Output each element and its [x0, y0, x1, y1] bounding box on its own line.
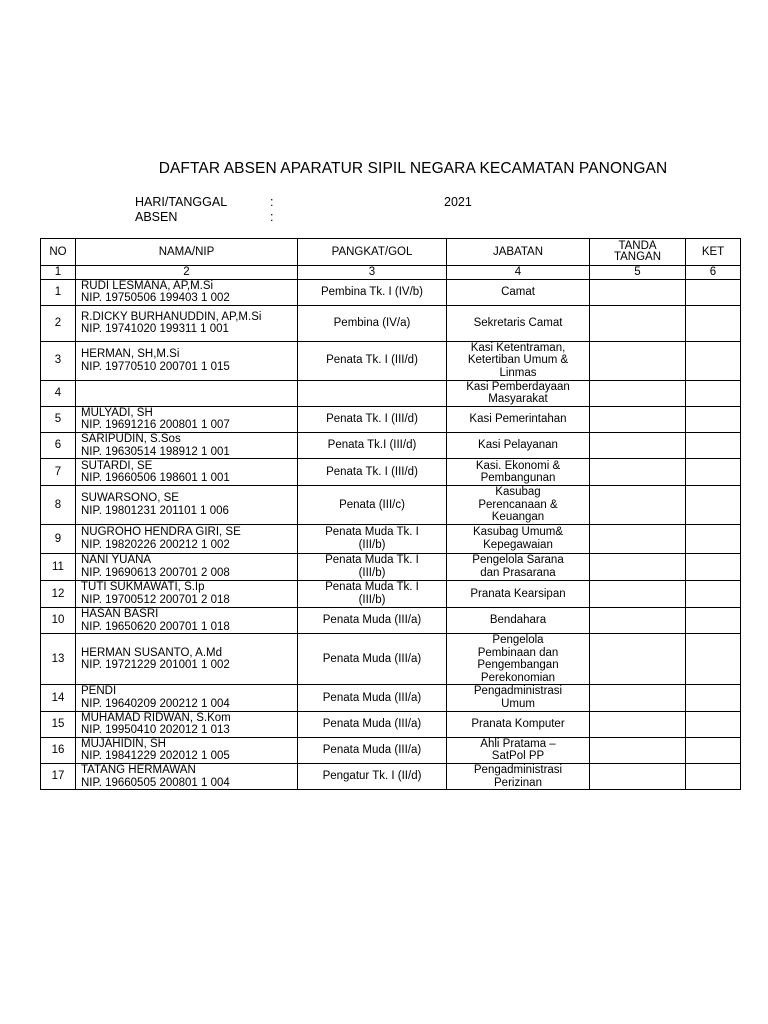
- signature-cell[interactable]: [590, 553, 686, 580]
- row-rank: [298, 380, 447, 406]
- meta-colon: :: [270, 195, 274, 209]
- row-position: Pranata Kearsipan: [447, 580, 590, 607]
- row-rank: Penata Muda Tk. I (III/b): [298, 580, 447, 607]
- row-no: 10: [41, 607, 76, 633]
- row-position: Pranata Komputer: [447, 711, 590, 737]
- table-body: [41, 279, 741, 790]
- employee-nip: NIP. 19660505 200801 1 004: [81, 776, 230, 789]
- row-name-nip: [76, 580, 298, 607]
- row-name-nip: [76, 607, 298, 633]
- row-no: 15: [41, 711, 76, 737]
- row-no: 13: [41, 634, 76, 685]
- remarks-cell[interactable]: [686, 459, 741, 486]
- row-name-nip: [76, 486, 298, 525]
- row-position: Pengadministrasi Umum: [447, 685, 590, 711]
- row-no: 4: [41, 380, 76, 406]
- row-name-nip: [76, 685, 298, 711]
- employee-name: MUJAHIDIN, SH: [81, 737, 166, 750]
- row-rank: Pengatur Tk. I (II/d): [298, 764, 447, 790]
- employee-nip: NIP. 19741020 199311 1 001: [81, 323, 229, 336]
- table-row: [41, 380, 741, 406]
- row-no: 6: [41, 432, 76, 458]
- remarks-cell[interactable]: [686, 634, 741, 685]
- row-position: Kasi Ketentraman, Ketertiban Umum & Linmas: [447, 341, 590, 380]
- employee-nip: NIP. 19770510 200701 1 015: [81, 360, 230, 373]
- employee-nip: NIP. 19801231 201101 1 006: [81, 505, 229, 518]
- meta-value: 2021: [444, 195, 472, 209]
- table-row: [41, 685, 741, 711]
- row-no: 9: [41, 524, 76, 553]
- row-position: Sekretaris Camat: [447, 305, 590, 341]
- signature-cell[interactable]: [590, 432, 686, 458]
- row-no: 2: [41, 305, 76, 341]
- table-row: [41, 607, 741, 633]
- remarks-cell[interactable]: [686, 580, 741, 607]
- row-no: 5: [41, 406, 76, 432]
- table-row: [41, 764, 741, 790]
- employee-name: SUWARSONO, SE: [81, 492, 179, 505]
- signature-cell[interactable]: [590, 634, 686, 685]
- remarks-cell[interactable]: [686, 341, 741, 380]
- signature-cell[interactable]: [590, 764, 686, 790]
- row-name-nip: [76, 711, 298, 737]
- table-row: [41, 459, 741, 486]
- table-row: [41, 737, 741, 763]
- signature-cell[interactable]: [590, 459, 686, 486]
- column-number: 1: [41, 266, 76, 280]
- column-number: 4: [447, 266, 590, 280]
- employee-nip: NIP. 19650620 200701 1 018: [81, 620, 230, 633]
- row-rank: Penata Tk. I (III/d): [298, 341, 447, 380]
- meta-row-absen: [135, 210, 535, 225]
- row-rank: Penata Muda (III/a): [298, 711, 447, 737]
- remarks-cell[interactable]: [686, 524, 741, 553]
- employee-nip: NIP. 19820226 200212 1 002: [81, 538, 230, 551]
- row-position: Pengadministrasi Perizinan: [447, 764, 590, 790]
- row-position: Kasi Pemberdayaan Masyarakat: [447, 380, 590, 406]
- remarks-cell[interactable]: [686, 711, 741, 737]
- meta-label: ABSEN: [135, 210, 178, 224]
- signature-cell[interactable]: [590, 607, 686, 633]
- employee-nip: NIP. 19660506 198601 1 001: [81, 472, 230, 485]
- row-rank: Penata Muda (III/a): [298, 737, 447, 763]
- row-rank: Penata Tk. I (III/d): [298, 459, 447, 486]
- row-no: 11: [41, 553, 76, 580]
- meta-block: [135, 195, 535, 225]
- row-no: 8: [41, 486, 76, 525]
- employee-name: NUGROHO HENDRA GIRI, SE: [81, 526, 241, 539]
- row-rank: Pembina Tk. I (IV/b): [298, 279, 447, 305]
- remarks-cell[interactable]: [686, 406, 741, 432]
- table-row: [41, 279, 741, 305]
- employee-name: HERMAN SUSANTO, A.Md: [81, 646, 223, 659]
- document-title: DAFTAR ABSEN APARATUR SIPIL NEGARA KECAMATAN PANONGAN: [158, 160, 668, 177]
- table-row: [41, 580, 741, 607]
- column-number: 2: [76, 266, 298, 280]
- header-jabatan: JABATAN: [447, 239, 590, 266]
- employee-name: TUTI SUKMAWATI, S.Ip: [81, 581, 205, 594]
- table-row: [41, 634, 741, 685]
- table-row: [41, 432, 741, 458]
- row-no: 1: [41, 279, 76, 305]
- employee-nip: NIP. 19721229 201001 1 002: [81, 659, 230, 672]
- table-row: [41, 711, 741, 737]
- header-row: [41, 239, 741, 266]
- employee-nip: NIP. 19690613 200701 2 008: [81, 566, 230, 579]
- row-name-nip: [76, 524, 298, 553]
- row-rank: Penata Tk. I (III/d): [298, 406, 447, 432]
- remarks-cell[interactable]: [686, 432, 741, 458]
- row-no: 17: [41, 764, 76, 790]
- signature-cell[interactable]: [590, 341, 686, 380]
- row-position: Bendahara: [447, 607, 590, 633]
- remarks-cell[interactable]: [686, 737, 741, 763]
- row-name-nip: [76, 432, 298, 458]
- row-no: 3: [41, 341, 76, 380]
- employee-name: HERMAN, SH,M.Si: [81, 348, 180, 361]
- row-name-nip: [76, 279, 298, 305]
- row-name-nip: [76, 634, 298, 685]
- table-row: [41, 406, 741, 432]
- row-position: Camat: [447, 279, 590, 305]
- employee-name: HASAN BASRI: [81, 607, 159, 620]
- signature-cell[interactable]: [590, 305, 686, 341]
- row-name-nip: [76, 553, 298, 580]
- employee-nip: NIP. 19750506 199403 1 002: [81, 292, 230, 305]
- employee-name: TATANG HERMAWAN: [81, 764, 196, 777]
- row-position: Kasi Pemerintahan: [447, 406, 590, 432]
- header-ket: KET: [686, 239, 741, 266]
- column-number: 6: [686, 266, 741, 280]
- signature-cell[interactable]: [590, 279, 686, 305]
- signature-cell[interactable]: [590, 486, 686, 525]
- row-rank: Penata Muda Tk. I (III/b): [298, 524, 447, 553]
- employee-name: MUHAMAD RIDWAN, S.Kom: [81, 711, 231, 724]
- row-rank: Pembina (IV/a): [298, 305, 447, 341]
- meta-label: HARI/TANGGAL: [135, 195, 228, 209]
- employee-name: MULYADI, SH: [81, 406, 153, 419]
- remarks-cell[interactable]: [686, 380, 741, 406]
- employee-name: SUTARDI, SE: [81, 459, 153, 472]
- signature-cell[interactable]: [590, 380, 686, 406]
- row-rank: Penata Muda (III/a): [298, 685, 447, 711]
- header-name: NAMA/NIP: [76, 239, 298, 266]
- row-position: Pengelola Sarana dan Prasarana: [447, 553, 590, 580]
- employee-name: SARIPUDIN, S.Sos: [81, 432, 181, 445]
- signature-cell[interactable]: [590, 685, 686, 711]
- employee-nip: NIP. 19630514 198912 1 001: [81, 445, 230, 458]
- row-name-nip: [76, 380, 298, 406]
- signature-cell[interactable]: [590, 737, 686, 763]
- row-name-nip: [76, 737, 298, 763]
- header-no: NO: [41, 239, 76, 266]
- signature-cell[interactable]: [590, 524, 686, 553]
- row-rank: Penata Muda (III/a): [298, 634, 447, 685]
- row-position: Kasubag Umum& Kepegawaian: [447, 524, 590, 553]
- row-name-nip: [76, 341, 298, 380]
- employee-nip: NIP. 19841229 202012 1 005: [81, 750, 230, 763]
- employee-nip: NIP. 19700512 200701 2 018: [81, 593, 230, 606]
- row-position: Pengelola Pembinaan dan Pengembangan Perekonomian: [447, 634, 590, 685]
- row-rank: Penata Muda (III/a): [298, 607, 447, 633]
- column-number: 5: [590, 266, 686, 280]
- attendance-table: [40, 238, 741, 790]
- table-row: [41, 305, 741, 341]
- employee-name: RUDI LESMANA, AP,M.Si: [81, 279, 214, 292]
- table-row: [41, 524, 741, 553]
- table-row: [41, 553, 741, 580]
- row-rank: Penata Tk.I (III/d): [298, 432, 447, 458]
- row-no: 7: [41, 459, 76, 486]
- row-name-nip: [76, 459, 298, 486]
- row-position: Ahli Pratama – SatPol PP: [447, 737, 590, 763]
- column-number-row: [41, 266, 741, 280]
- remarks-cell[interactable]: [686, 486, 741, 525]
- row-name-nip: [76, 305, 298, 341]
- header-gol: PANGKAT/GOL: [298, 239, 447, 266]
- row-position: Kasi Pelayanan: [447, 432, 590, 458]
- remarks-cell[interactable]: [686, 764, 741, 790]
- table-row: [41, 341, 741, 380]
- row-rank: Penata (III/c): [298, 486, 447, 525]
- row-no: 14: [41, 685, 76, 711]
- remarks-cell[interactable]: [686, 279, 741, 305]
- employee-nip: NIP. 19691216 200801 1 007: [81, 419, 230, 432]
- remarks-cell[interactable]: [686, 685, 741, 711]
- remarks-cell[interactable]: [686, 305, 741, 341]
- signature-cell[interactable]: [590, 406, 686, 432]
- meta-row-date: [135, 195, 535, 210]
- remarks-cell[interactable]: [686, 607, 741, 633]
- row-no: 16: [41, 737, 76, 763]
- signature-cell[interactable]: [590, 580, 686, 607]
- meta-colon: :: [270, 210, 274, 224]
- signature-cell[interactable]: [590, 711, 686, 737]
- employee-name: R.DICKY BURHANUDDIN, AP,M.Si: [81, 310, 262, 323]
- header-signature: TANDA TANGAN: [590, 239, 686, 266]
- row-rank: Penata Muda Tk. I (III/b): [298, 553, 447, 580]
- employee-nip: NIP. 19950410 202012 1 013: [81, 724, 230, 737]
- row-name-nip: [76, 406, 298, 432]
- employee-name: NANI YUANA: [81, 554, 152, 567]
- row-no: 12: [41, 580, 76, 607]
- column-number: 3: [298, 266, 447, 280]
- row-position: Kasubag Perencanaan & Keuangan: [447, 486, 590, 525]
- employee-nip: NIP. 19640209 200212 1 004: [81, 698, 230, 711]
- remarks-cell[interactable]: [686, 553, 741, 580]
- table-row: [41, 486, 741, 525]
- row-position: Kasi. Ekonomi & Pembangunan: [447, 459, 590, 486]
- row-name-nip: [76, 764, 298, 790]
- employee-name: PENDI: [81, 685, 117, 698]
